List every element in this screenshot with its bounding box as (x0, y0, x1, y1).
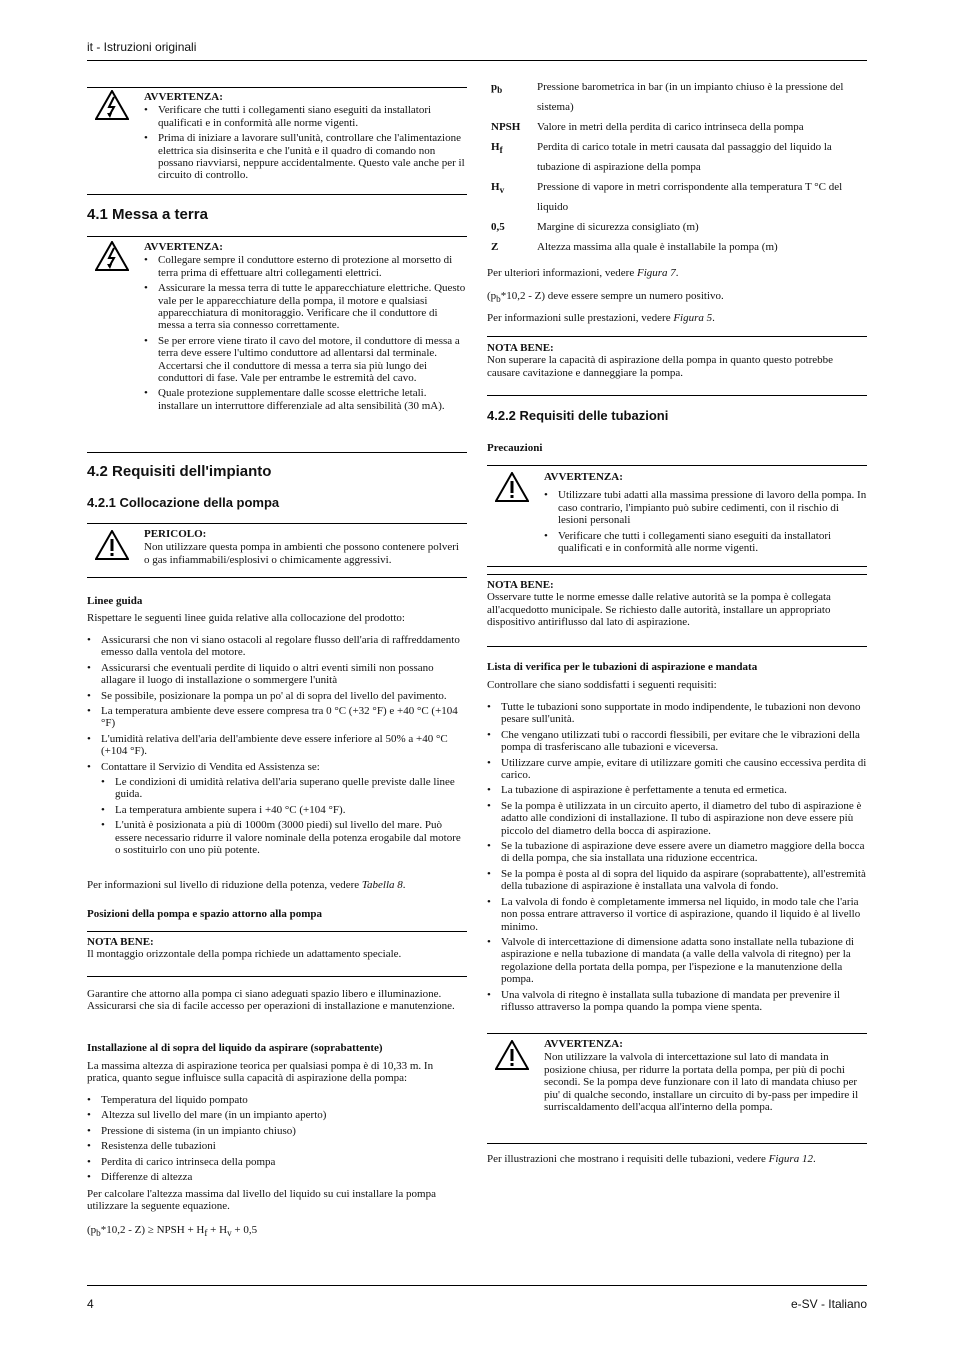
definitions-list (487, 77, 867, 267)
equation: $(p_b*10,2 - Z)$ ≥ NPSH + $H_f + H_v + 0,5$ (87, 1224, 258, 1239)
danger-box (87, 523, 467, 578)
list-item: • Utilizzare tubi adatti alla massima pressione di lavoro della pompa. In caso contrario, l'impianto può subire cedimenti, con il rischio di lesioni personali (544, 489, 867, 526)
list-item: • Resistenza delle tubazioni (87, 1140, 467, 1152)
list-item: • Assicurarsi che eventuali perdite di liquido o altri eventi simili non possano allagare il luogo di installazione o sommergere l'unità (87, 662, 467, 687)
section-heading-4-2: 4.2 Requisiti dell'impianto (87, 463, 272, 480)
list-item: • Verificare che tutti i collegamenti siano eseguiti da installatori qualificati e in conformità alle norme vigenti. (144, 104, 467, 129)
electrical-warning-icon (95, 241, 129, 274)
warning-box-4 (487, 1033, 867, 1144)
warning-title: AVVERTENZA: (144, 91, 223, 103)
definition-row: $H_f$ Perdita di carico totale in metri causata dal passaggio del liquido la tubazione di aspirazione della pompa (487, 137, 867, 177)
sub-list-item: • Le condizioni di umidità relativa dell'aria superano quelle previste dalle linee guida. (87, 776, 467, 801)
page-number: 4 (87, 1297, 94, 1311)
note-text: Non superare la capacità di aspirazione della pompa in quanto questo potrebbe causare cavitazione e danneggiare la pompa. (487, 354, 834, 379)
list-item: • Contattare il Servizio di Vendita ed Assistenza se: (87, 761, 467, 773)
list-item: • Assicurarsi che non vi siano ostacoli al regolare flusso dell'aria di raffreddamento emesso dalla ventola del motore. (87, 634, 467, 659)
definition-key: Z (491, 241, 499, 253)
warning-box-1 (87, 87, 467, 195)
list-item: • La temperatura ambiente deve essere compresa tra 0 °C (+32 °F) e +40 °C (+104 °F) (87, 705, 467, 730)
definition-value: Margine di sicurezza consigliato (m) (537, 221, 699, 233)
warning-title: AVVERTENZA: (144, 241, 223, 253)
list-item: • Pressione di sistema (in un impianto chiuso) (87, 1125, 467, 1137)
note-title: NOTA BENE: (487, 342, 554, 354)
suction-heading: Installazione al di sopra del liquido da aspirare (soprabattente) (87, 1042, 383, 1054)
performance-paragraph: Per informazioni sulle prestazioni, vedere Figura 5. (487, 312, 715, 324)
danger-title: PERICOLO: (144, 528, 207, 540)
general-warning-icon (95, 530, 129, 563)
list-item: • Differenze di altezza (87, 1171, 467, 1183)
note-text: Il montaggio orizzontale della pompa richiede un adattamento speciale. (87, 948, 402, 961)
section-heading-4-2-2: 4.2.2 Requisiti delle tubazioni (487, 408, 669, 423)
precautions-heading: Precauzioni (487, 442, 543, 454)
note-text: Osservare tutte le norme emesse dalle relative autorità se la pompa è collegata all'acquedotto municipale. Se richiesto dalle autorità, installare un appropriato dispositivo antiriflusso dal lato di aspirazione. (487, 591, 831, 629)
illustrations-paragraph: Per illustrazioni che mostrano i requisiti delle tubazioni, vedere Figura 12. (487, 1153, 816, 1165)
definition-row: $p_b$ Pressione barometrica in bar (in un impianto chiuso è la pressione del sistema) (487, 77, 867, 117)
definition-value: Pressione barometrica in bar (in un impianto chiuso è la pressione del sistema) (537, 81, 844, 113)
figure-reference: Figura 5 (673, 312, 713, 324)
definition-value: Pressione di vapore in metri corrispondente alla temperatura T °C del liquido (537, 181, 843, 213)
general-warning-icon (495, 472, 529, 505)
list-item: • Quale protezione supplementare dalle scosse elettriche letali. installare un interruttore differenziale ad alta sensibilità (30 mA). (144, 387, 467, 412)
note-box-1 (87, 931, 467, 977)
list-item: • Prima di iniziare a lavorare sull'unità, controllare che l'alimentazione elettrica sia disinserita e che l'unità e il quadro di comando non possano riavviarsi, neppure accidentalmente. Questo vale anche per il circuito di controllo. (144, 132, 467, 182)
definition-value: Perdita di carico totale in metri causata dal passaggio del liquido la tubazione di aspirazione della pompa (537, 141, 832, 173)
definition-row (487, 117, 867, 137)
list-item: • L'umidità relativa dell'aria dell'ambiente deve essere inferiore al 50% a +40 °C (+104 °F). (87, 733, 467, 758)
definition-value: Altezza massima alla quale è installabile la pompa (m) (537, 241, 778, 253)
section-heading-4-1: 4.1 Messa a terra (87, 206, 208, 223)
page-header: it - Istruzioni originali (87, 40, 197, 54)
list-item: • Se possibile, posizionare la pompa un po' al di sopra del livello del pavimento. (87, 690, 467, 702)
list-item: • Verificare che tutti i collegamenti siano eseguiti da installatori qualificati e in conformità alle norme vigenti. (544, 530, 867, 555)
positive-paragraph: $(p_b*10,2 - Z)$ deve essere sempre un numero positivo. (487, 290, 724, 305)
warning-title: AVVERTENZA: (544, 471, 623, 483)
danger-text: Non utilizzare questa pompa in ambienti che possono contenere polveri o gas infiammabili/esplosivi o chimicamente aggressivi. (144, 541, 459, 566)
figure-reference: Figura 12 (768, 1153, 813, 1165)
list-item: • Collegare sempre il conduttore esterno di protezione al morsetto di terra prima di effettuare altri collegamenti elettrici. (144, 254, 467, 279)
warning-box-3 (487, 465, 867, 567)
space-paragraph: Garantire che attorno alla pompa ci siano adeguati spazio libero e illuminazione. Assicurarsi che sia di facile accesso per operazioni di installazione e manutenzione. (87, 988, 455, 1013)
definition-key: 0,5 (491, 221, 505, 233)
checklist-item: • Una valvola di ritegno è installata sulla tubazione di mandata per prevenire il riflusso attraverso la pompa quando la pompa viene spenta. (487, 989, 867, 1014)
checklist-item: • Utilizzare curve ampie, evitare di utilizzare gomiti che causino eccessiva perdita di carico. (487, 757, 867, 782)
electrical-warning-icon (95, 90, 129, 123)
definition-value: Valore in metri della perdita di carico intrinseca della pompa (537, 121, 804, 133)
checklist-item: • Se la tubazione di aspirazione deve essere avere un diametro maggiore della bocca di della pompa, che sia installata una riduzione eccentrica. (487, 840, 867, 865)
footer-rule (87, 1285, 867, 1286)
checklist-item: • Che vengano utilizzati tubi o raccordi flessibili, per evitare che le vibrazioni della pompa di trasferiscano alle tubazioni e viceversa. (487, 729, 867, 754)
list-item: • Altezza sul livello del mare (in un impianto aperto) (87, 1109, 467, 1121)
warning-text: Non utilizzare la valvola di intercettazione sul lato di mandata in posizione chiusa, per ridurre la portata della pompa, per più di pochi secondi. Se la pompa deve funzionare con il lato di mandata chiuso per piu' di qualche secondo, installare un circuito di by-pass per impedire il surriscaldamento dell'acqua all'interno della pompa. (544, 1051, 859, 1114)
list-item: • Temperatura del liquido pompato (87, 1094, 467, 1106)
note-box-2 (487, 336, 867, 396)
note-title: NOTA BENE: (87, 936, 154, 948)
header-rule (87, 60, 867, 61)
figure-reference: Figura 7 (636, 267, 676, 279)
guidelines-intro: Rispettare le seguenti linee guida relative alla collocazione del prodotto: (87, 612, 405, 624)
definition-row: $H_v$ Pressione di vapore in metri corrispondente alla temperatura T °C del liquido (487, 177, 867, 217)
warning-title: AVVERTENZA: (544, 1038, 623, 1050)
more-info-paragraph: Per ulteriori informazioni, vedere Figura 7. (487, 267, 679, 279)
checklist-item: • Se la pompa è utilizzata in un circuito aperto, il diametro del tubo di aspirazione è adatto alle condizioni di installazione. Il tubo di aspirazione non deve essere più piccolo del diametro della bocca di aspirazione. (487, 800, 867, 837)
definition-row (487, 217, 867, 237)
general-warning-icon (495, 1040, 529, 1073)
note-box-3 (487, 574, 867, 647)
positions-heading: Posizioni della pompa e spazio attorno alla pompa (87, 908, 322, 920)
calc-paragraph: Per calcolare l'altezza massima dal livello del liquido su cui installare la pompa utilizzare la seguente equazione. (87, 1188, 436, 1213)
list-item: • Se per errore viene tirato il cavo del motore, il conduttore di messa a terra deve essere l'ultimo conduttore ad allentarsi dal terminale. Accertarsi che il conduttore di messa a terra sia più lungo dei conduttori di fase. Vale per entrambe le estremità del cavo. (144, 335, 467, 385)
checklist-heading: Lista di verifica per le tubazioni di aspirazione e mandata (487, 661, 758, 673)
list-item: • Perdita di carico intrinseca della pompa (87, 1156, 467, 1168)
checklist-item: • La valvola di fondo è completamente immersa nel liquido, in modo tale che l'aria non possa entrare attraverso il vortice di aspirazione, quando il liquido è al livello minimo. (487, 896, 867, 933)
footer-product: e-SV - Italiano (790, 1297, 867, 1311)
checklist-item: • La tubazione di aspirazione è perfettamente a tenuta ed ermetica. (487, 784, 867, 796)
checklist-item: • Tutte le tubazioni sono supportate in modo indipendente, le tubazioni non devono pesare sull'unità. (487, 701, 867, 726)
checklist-item: • Se la pompa è posta al di sopra del liquido da aspirare (soprabattente), all'estremità della tubazione di aspirazione è installata una valvola di fondo. (487, 868, 867, 893)
note-title: NOTA BENE: (487, 579, 554, 591)
warning-box-2 (87, 236, 467, 453)
checklist-intro: Controllare che siano soddisfatti i seguenti requisiti: (487, 679, 717, 691)
table-reference: Tabella 8 (361, 879, 403, 891)
definition-row (487, 237, 867, 257)
sub-list-item: • La temperatura ambiente supera i +40 °C (+104 °F). (87, 804, 467, 816)
derating-paragraph: Per informazioni sul livello di riduzione della potenza, vedere Tabella 8. (87, 879, 406, 891)
suction-paragraph: La massima altezza di aspirazione teorica per qualsiasi pompa è di 10,33 m. In pratica, quanto segue influisce sulla capacità di aspirazione della pompa: (87, 1060, 434, 1085)
sub-list-item: • L'unità è posizionata a più di 1000m (3000 piedi) sul livello del mare. Può essere necessario ridurre il valore nominale della potenza erogabile dal motore o sostituirlo con uno più potente. (87, 819, 467, 856)
guidelines-heading: Linee guida (87, 595, 143, 607)
section-heading-4-2-1: 4.2.1 Collocazione della pompa (87, 495, 280, 510)
checklist-item: • Valvole di intercettazione di dimensione adatta sono installate nella tubazione di aspirazione e nella tubazione di mandata (a valle della valvola di ritegno) per la regolazione della portata della pompa, per l'ispezione e la manutenzione della pompa. (487, 936, 867, 986)
definition-key: NPSH (491, 121, 521, 133)
list-item: • Assicurare la messa terra di tutte le apparecchiature elettriche. Questo vale per le apparecchiature della pompa, il motore e qualsiasi apparecchiatura di monitoraggio. Verificare che il conduttore di messa a terra sia connesso correttamente. (144, 282, 467, 332)
